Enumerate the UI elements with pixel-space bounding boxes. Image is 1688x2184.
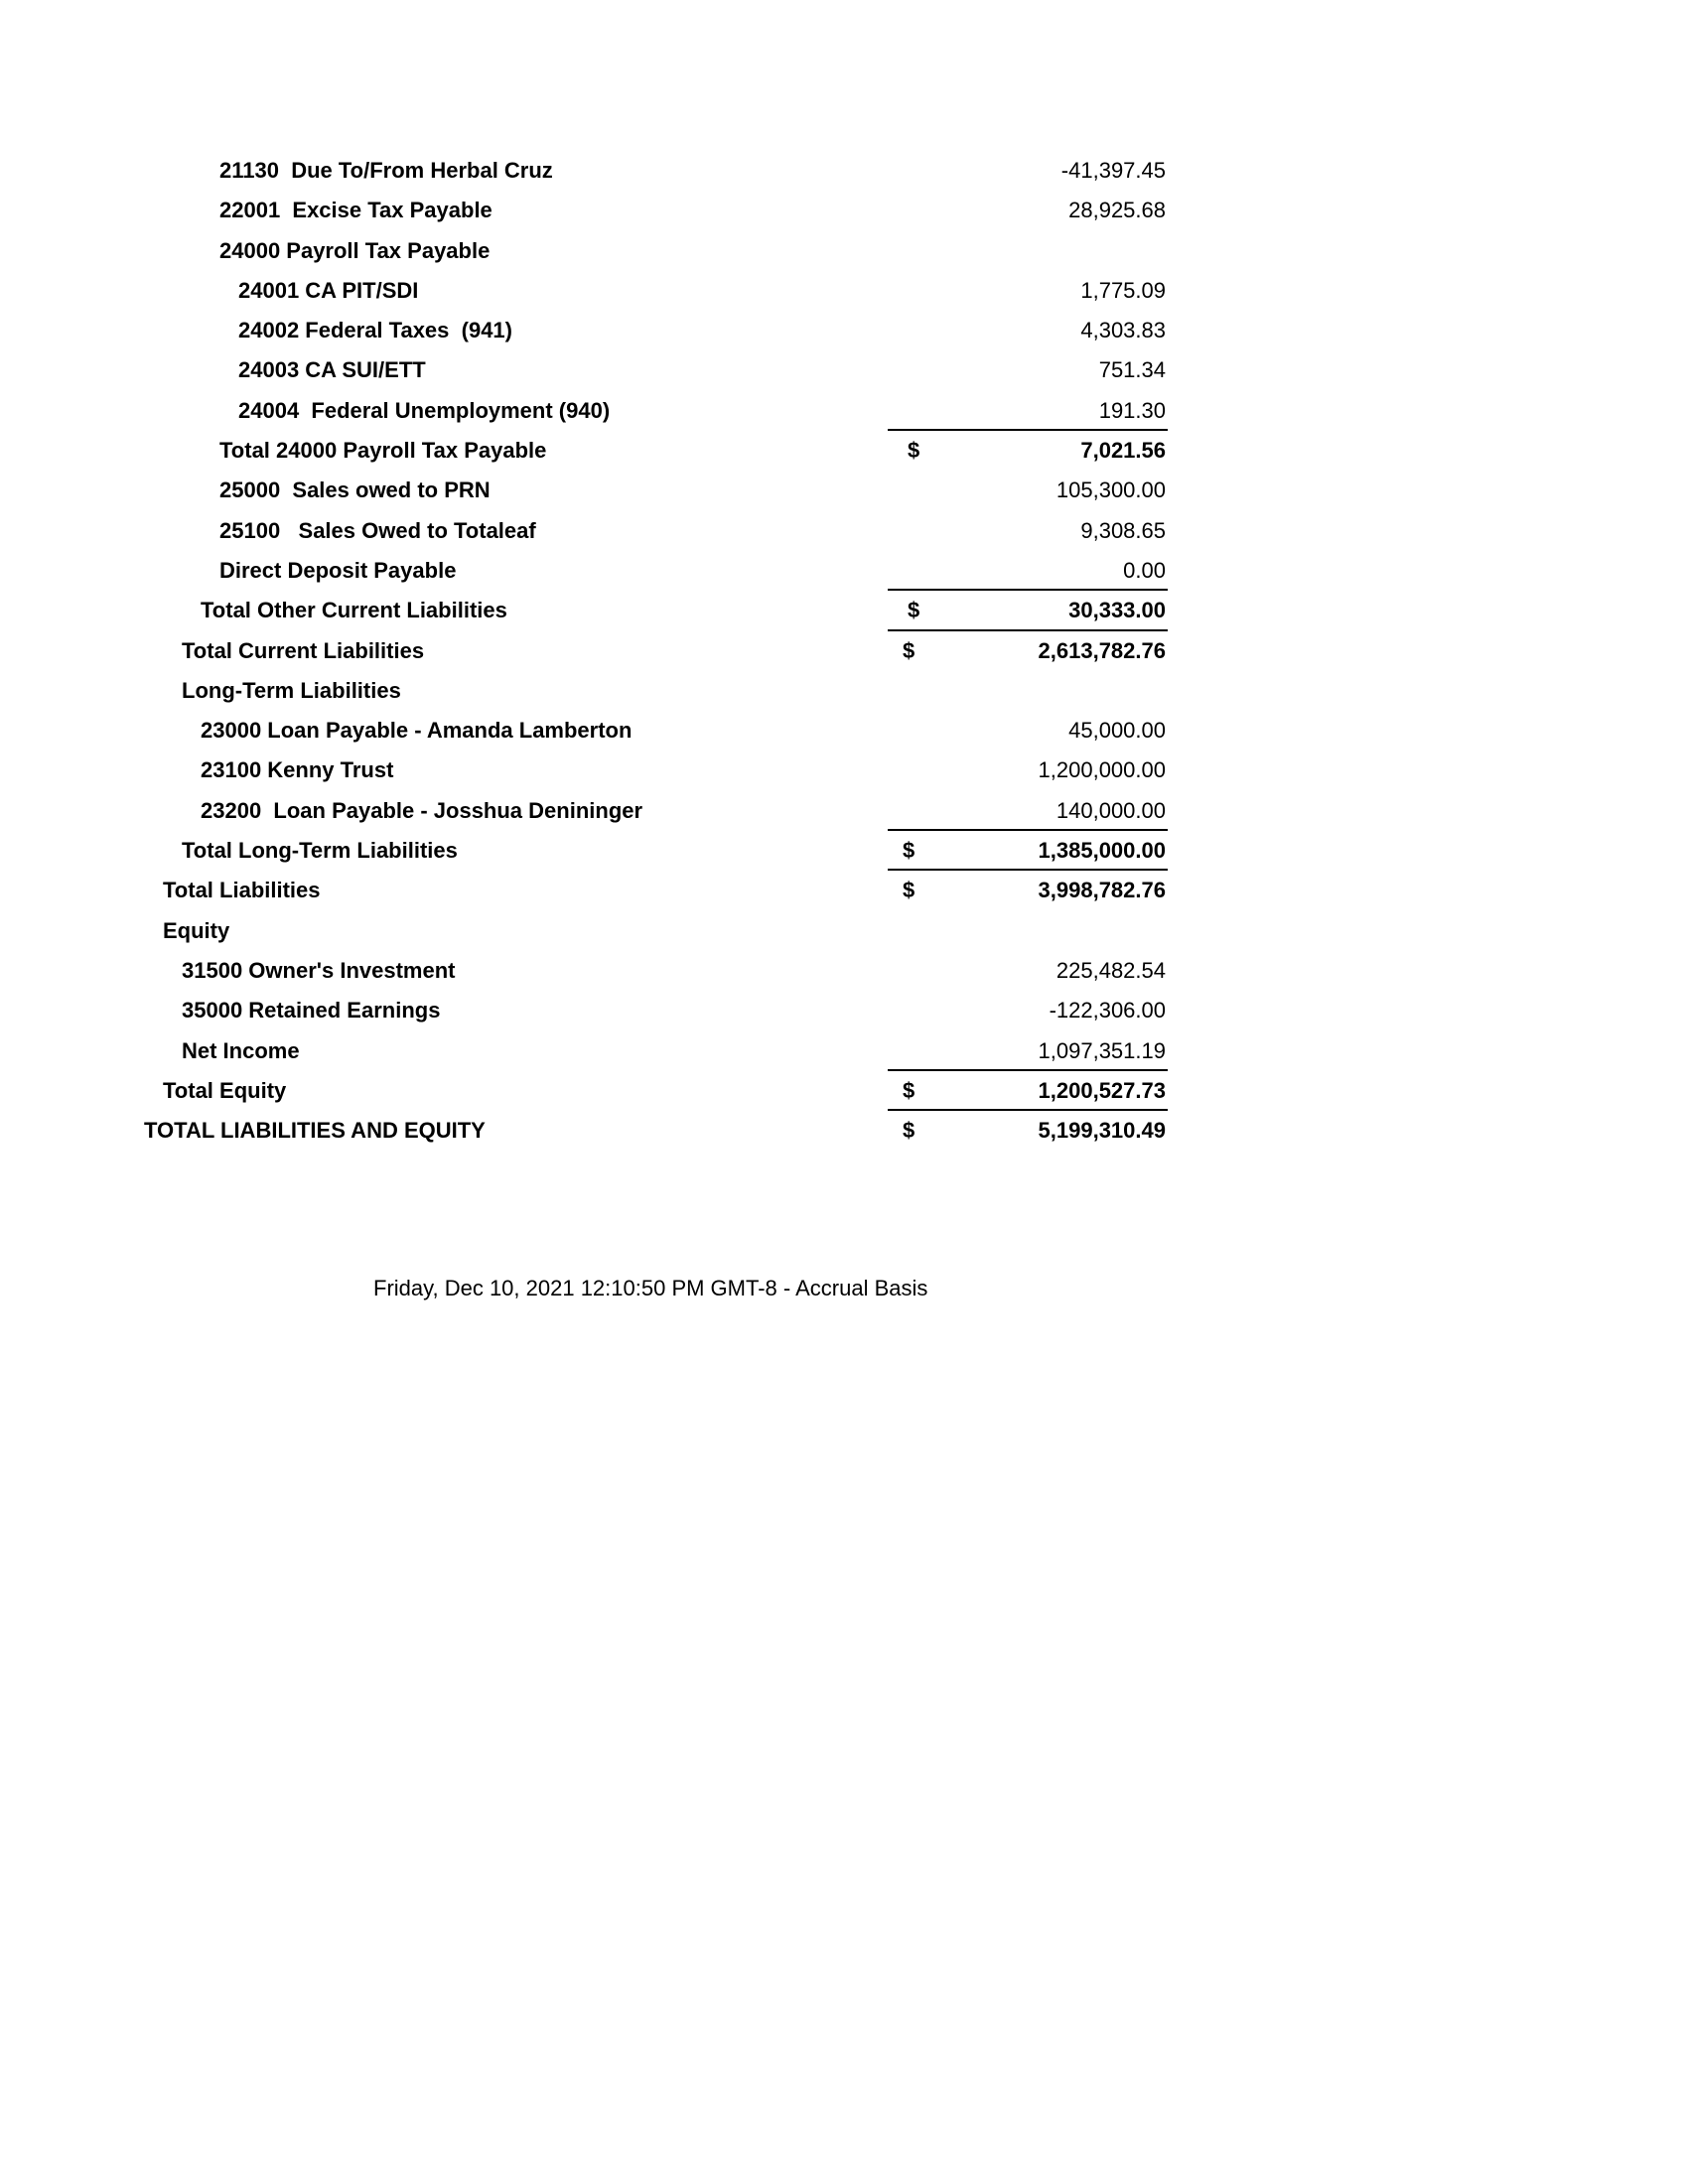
- report-total-row: [0, 589, 1688, 628]
- report-footer-timestamp: Friday, Dec 10, 2021 12:10:50 PM GMT-8 - Accrual Basis: [373, 1276, 928, 1300]
- account-amount: 225,482.54: [1055, 957, 1166, 983]
- account-label: 23100 Kenny Trust: [201, 757, 394, 783]
- report-row: [0, 989, 1688, 1028]
- grand-total-label: TOTAL LIABILITIES AND EQUITY: [144, 1118, 486, 1144]
- account-amount: 1,097,351.19: [1038, 1037, 1166, 1063]
- account-label: 23000 Loan Payable - Amanda Lamberton: [201, 718, 633, 744]
- account-amount: 9,308.65: [1080, 517, 1166, 543]
- account-label: 24002 Federal Taxes (941): [238, 318, 512, 343]
- account-amount: 1,775.09: [1080, 277, 1166, 303]
- total-amount: 3,998,782.76: [1038, 878, 1166, 903]
- report-row: [0, 549, 1688, 589]
- subtotal-rule: [888, 1109, 1168, 1111]
- total-amount: 30,333.00: [1068, 598, 1166, 623]
- dollar-sign: $: [903, 637, 915, 663]
- dollar-sign: $: [903, 1077, 915, 1103]
- subtotal-rule: [888, 629, 1168, 631]
- total-label: Total 24000 Payroll Tax Payable: [219, 438, 547, 464]
- report-row: [0, 229, 1688, 269]
- account-amount: 45,000.00: [1068, 718, 1166, 744]
- report-row: [0, 389, 1688, 429]
- account-label: 23200 Loan Payable - Josshua Denininger: [201, 797, 643, 823]
- account-amount: -41,397.45: [1060, 158, 1166, 183]
- account-label: 21130 Due To/From Herbal Cruz: [219, 158, 553, 183]
- report-total-row: [0, 1069, 1688, 1109]
- account-amount: 0.00: [1123, 557, 1166, 583]
- report-grand-total-row: [0, 1109, 1688, 1149]
- report-row: [0, 309, 1688, 348]
- total-label: Total Other Current Liabilities: [201, 598, 507, 623]
- subtotal-rule: [888, 589, 1168, 591]
- report-row: [0, 949, 1688, 989]
- total-amount: 1,385,000.00: [1038, 838, 1166, 864]
- account-amount: 140,000.00: [1055, 797, 1166, 823]
- report-row: [0, 149, 1688, 189]
- section-header-label: 24000 Payroll Tax Payable: [219, 237, 491, 263]
- account-amount: -122,306.00: [1049, 998, 1166, 1024]
- account-label: 24001 CA PIT/SDI: [238, 277, 419, 303]
- report-row: [0, 189, 1688, 228]
- section-header-label: Equity: [163, 917, 230, 943]
- report-row: [0, 469, 1688, 508]
- report-row: [0, 1029, 1688, 1069]
- dollar-sign: $: [903, 838, 915, 864]
- account-label: 25100 Sales Owed to Totaleaf: [219, 517, 536, 543]
- account-label: 25000 Sales owed to PRN: [219, 478, 491, 503]
- subtotal-rule: [888, 869, 1168, 871]
- dollar-sign: $: [903, 878, 915, 903]
- report-row: [0, 669, 1688, 709]
- subtotal-rule: [888, 429, 1168, 431]
- account-amount: 1,200,000.00: [1038, 757, 1166, 783]
- total-amount: 1,200,527.73: [1038, 1077, 1166, 1103]
- report-row: [0, 509, 1688, 549]
- total-label: Total Equity: [163, 1077, 287, 1103]
- account-label: 22001 Excise Tax Payable: [219, 198, 492, 223]
- report-row: [0, 348, 1688, 388]
- report-row: [0, 909, 1688, 949]
- report-total-row: [0, 829, 1688, 869]
- total-label: Total Liabilities: [163, 878, 321, 903]
- account-label: Direct Deposit Payable: [219, 557, 457, 583]
- account-label: Net Income: [182, 1037, 300, 1063]
- dollar-sign: $: [908, 438, 920, 464]
- balance-sheet-report: [0, 149, 1688, 1149]
- grand-total-amount: 5,199,310.49: [1038, 1118, 1166, 1144]
- account-amount: 4,303.83: [1080, 318, 1166, 343]
- dollar-sign: $: [908, 598, 920, 623]
- report-row: [0, 749, 1688, 788]
- report-row: [0, 789, 1688, 829]
- report-total-row: [0, 869, 1688, 908]
- account-label: 31500 Owner's Investment: [182, 957, 456, 983]
- account-amount: 28,925.68: [1068, 198, 1166, 223]
- subtotal-rule: [888, 1069, 1168, 1071]
- account-label: 35000 Retained Earnings: [182, 998, 441, 1024]
- account-amount: 751.34: [1098, 357, 1166, 383]
- total-label: Total Current Liabilities: [182, 637, 425, 663]
- total-amount: 7,021.56: [1080, 438, 1166, 464]
- report-row: [0, 269, 1688, 309]
- report-total-row: [0, 629, 1688, 669]
- account-label: 24004 Federal Unemployment (940): [238, 397, 611, 423]
- account-amount: 105,300.00: [1055, 478, 1166, 503]
- account-amount: 191.30: [1098, 397, 1166, 423]
- total-amount: 2,613,782.76: [1038, 637, 1166, 663]
- report-row: [0, 709, 1688, 749]
- subtotal-rule: [888, 829, 1168, 831]
- dollar-sign: $: [903, 1118, 915, 1144]
- total-label: Total Long-Term Liabilities: [182, 838, 458, 864]
- report-total-row: [0, 429, 1688, 469]
- section-header-label: Long-Term Liabilities: [182, 677, 401, 703]
- account-label: 24003 CA SUI/ETT: [238, 357, 426, 383]
